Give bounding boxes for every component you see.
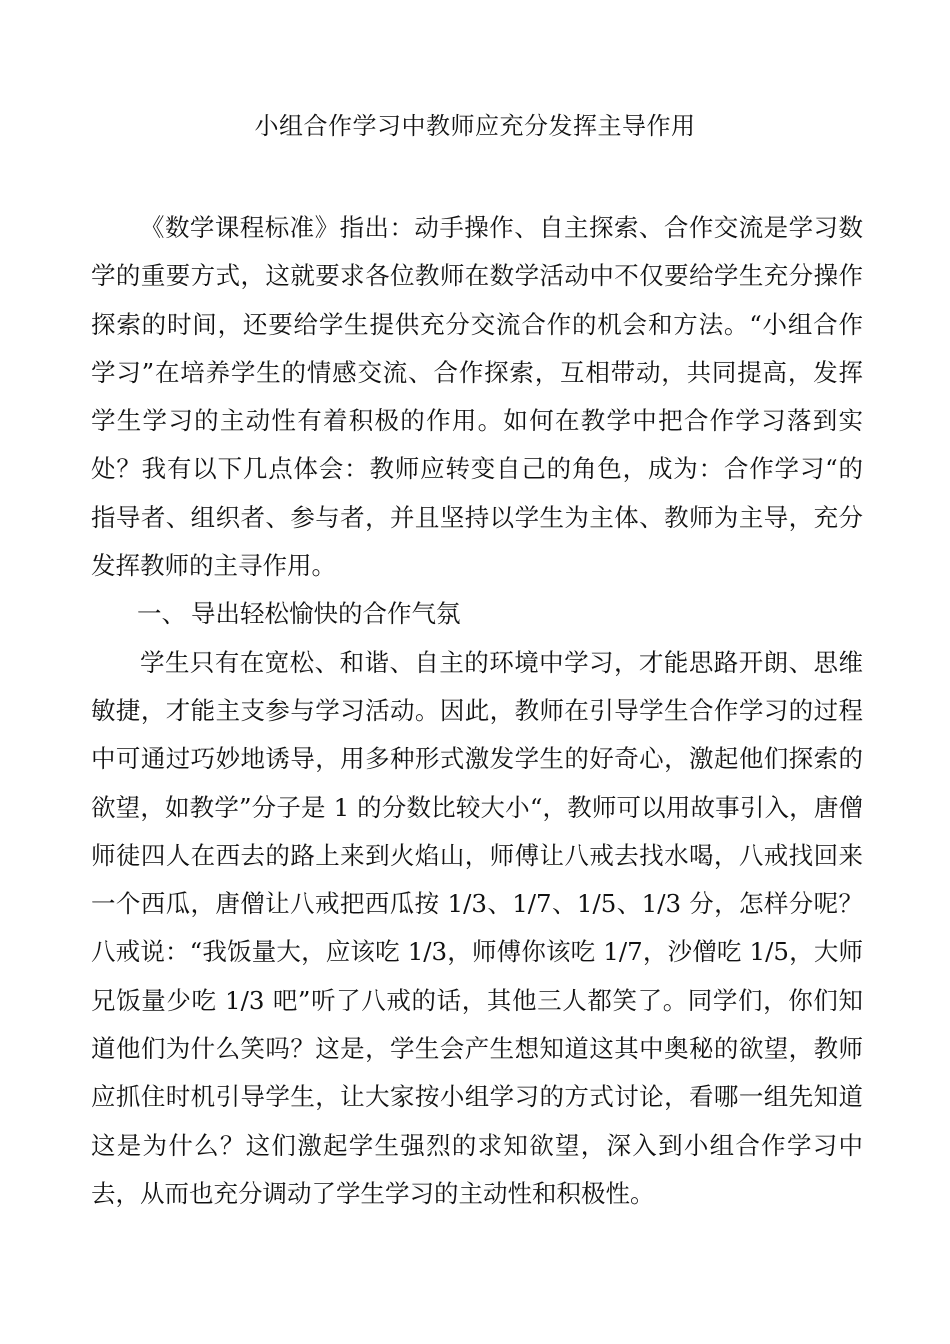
section-heading-text: 导出轻松愉快的合作气氛 [191, 599, 461, 629]
document-body [91, 204, 863, 1218]
section-heading [91, 590, 863, 638]
section-paragraph: 学生只有在宽松、和谐、自主的环境中学习，才能思路开朗、思维敏捷，才能主支参与学习活动。因此，教师在引导学生合作学习的过程中可通过巧妙地诱导，用多种形式激发学生的好奇心，激起他们探索的欲望，如教学”分子是 1 的分数比较大小“，教师可以用故事引入，唐僧师徒四人在西去的路上来到火焰山，师傅让八戒去找水喝，八戒找回来一个西瓜，唐僧让八戒把西瓜按 1/3、1/7、1/5、1/3 分，怎样分呢？八戒说：“我饭量大，应该吃 1/3，师傅你该吃 1/7，沙僧吃 1/5，大师兄饭量少吃 1/3 吧”听了八戒的话，其他三人都笑了。同学们，你们知道他们为什么笑吗？这是，学生会产生想知道这其中奥秘的欲望，教师应抓住时机引导学生，让大家按小组学习的方式讨论，看哪一组先知道这是为什么？这们激起学生强烈的求知欲望，深入到小组合作学习中去，从而也充分调动了学生学习的主动性和积极性。 [91, 647, 863, 1208]
section-number: 一、 [137, 599, 186, 629]
intro-paragraph: 《数学课程标准》指出：动手操作、自主探索、合作交流是学习数学的重要方式，这就要求各位教师在数学活动中不仅要给学生充分操作探索的时间，还要给学生提供充分交流合作的机会和方法。“小组合作学习”在培养学生的情感交流、合作探索，互相带动，共同提高，发挥学生学习的主动性有着积极的作用。如何在教学中把合作学习落到实处？我有以下几点体会：教师应转变自己的角色，成为：合作学习“的指导者、组织者、参与者，并且坚持以学生为主体、教师为主导，充分发挥教师的主寻作用。 [91, 213, 863, 581]
document-title: 小组合作学习中教师应充分发挥主导作用 [254, 112, 696, 140]
